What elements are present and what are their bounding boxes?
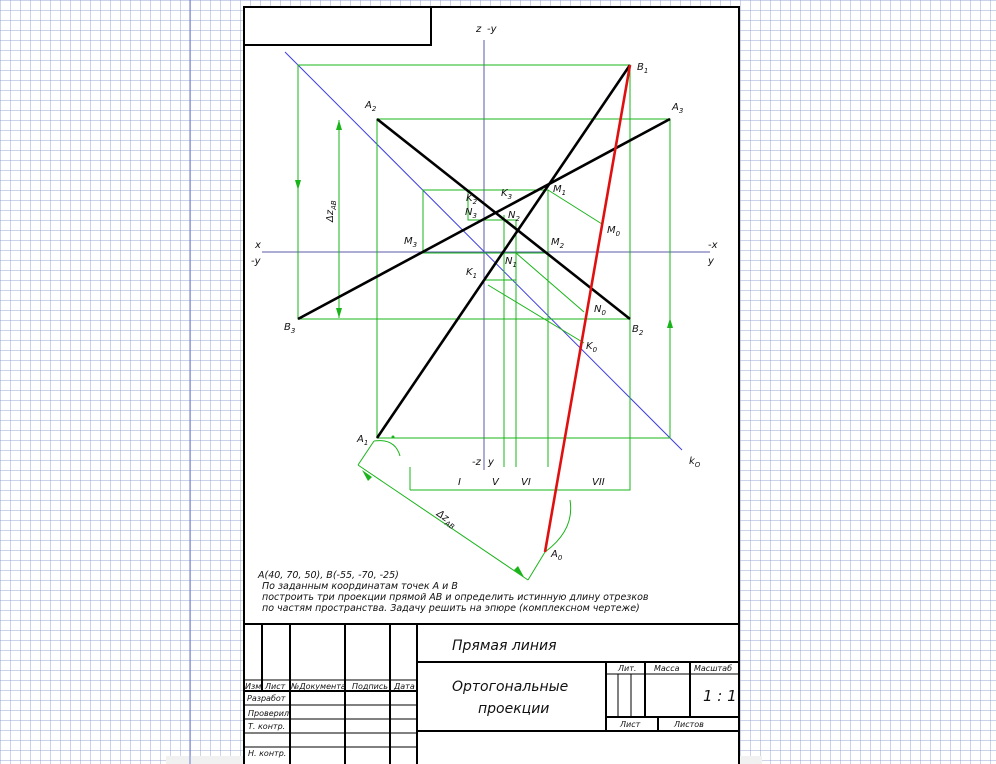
drawing-subtitle-1: Ортогональные xyxy=(452,679,569,695)
point-label-A0: $A_0$ xyxy=(551,549,563,562)
axis-label-minus-x: -x xyxy=(708,240,718,251)
dz-slanted-label: $\Delta z_{AB}$ xyxy=(434,508,456,532)
zone-label-V: V xyxy=(492,477,499,488)
sheet-label: Лист xyxy=(620,720,641,729)
col-list: Лист xyxy=(265,682,286,691)
row-norm-control: Н. контр. xyxy=(248,749,287,758)
task-line-3: построить три проекции прямой AB и определить истинную длину отрезков xyxy=(262,592,649,603)
point-label-B1: $B_1$ xyxy=(637,62,649,75)
point-label-M1: $M_1$ xyxy=(553,184,567,197)
lit-label: Лит. xyxy=(618,664,637,673)
dz-vertical-label: $\Delta z_{AB}$ xyxy=(325,200,338,222)
zone-label-VI: VI xyxy=(521,477,531,488)
point-label-N0: $N_0$ xyxy=(594,304,606,317)
task-line-4: по частям пространства. Задачу решить на эпюре (комплексном чертеже) xyxy=(262,603,640,614)
point-label-M2: $M_2$ xyxy=(551,237,565,250)
row-tech-control: Т. контр. xyxy=(248,722,286,731)
col-date: Дата xyxy=(394,682,415,691)
point-label-K3: $K_3$ xyxy=(501,188,513,201)
col-doc: №Документа xyxy=(291,682,346,691)
axis-label-minus-z: -z xyxy=(472,457,481,468)
point-label-N2: $N_2$ xyxy=(508,210,520,223)
point-label-A1: $A_1$ xyxy=(357,434,369,447)
point-label-K2: $K_2$ xyxy=(466,193,478,206)
col-izm: Изм xyxy=(245,682,262,691)
point-label-A3: $A_3$ xyxy=(672,102,684,115)
row-checked: Проверил xyxy=(248,709,290,718)
drawing-subtitle-2: проекции xyxy=(478,701,550,717)
zone-label-I: I xyxy=(458,477,461,488)
point-label-kO: $k_O$ xyxy=(689,456,701,469)
right-angle-dot xyxy=(392,436,395,439)
task-line-2: По заданным координатам точек A и B xyxy=(262,581,458,592)
point-label-B2: $B_2$ xyxy=(632,324,644,337)
point-label-M0: $M_0$ xyxy=(607,225,621,238)
row-developed: Разработ xyxy=(247,694,286,703)
mass-label: Масса xyxy=(654,664,680,673)
axis-label-minus-y-top: -y xyxy=(487,24,497,35)
point-label-K0: $K_0$ xyxy=(586,341,598,354)
point-label-N1: $N_1$ xyxy=(505,256,517,269)
axis-label-z: z xyxy=(476,24,482,35)
col-sign: Подпись xyxy=(352,682,388,691)
point-label-N3: $N_3$ xyxy=(465,207,477,220)
sheets-label: Листов xyxy=(674,720,704,729)
point-label-A2: $A_2$ xyxy=(365,100,377,113)
zone-label-VII: VII xyxy=(592,477,605,488)
axis-label-y-bottom: y xyxy=(488,457,494,468)
axis-label-y-right: y xyxy=(708,256,714,267)
point-label-B3: $B_3$ xyxy=(284,322,296,335)
point-label-M3: $M_3$ xyxy=(404,236,418,249)
axis-label-x: x xyxy=(255,240,261,251)
task-line-1: A(40, 70, 50), B(-55, -70, -25) xyxy=(258,570,399,581)
masshtab-label: Масштаб xyxy=(694,664,733,673)
drawing-title: Прямая линия xyxy=(452,638,557,654)
axis-label-minus-y-left: -y xyxy=(251,256,261,267)
point-label-K1: $K_1$ xyxy=(466,267,478,280)
scale-value: 1 : 1 xyxy=(703,687,737,705)
